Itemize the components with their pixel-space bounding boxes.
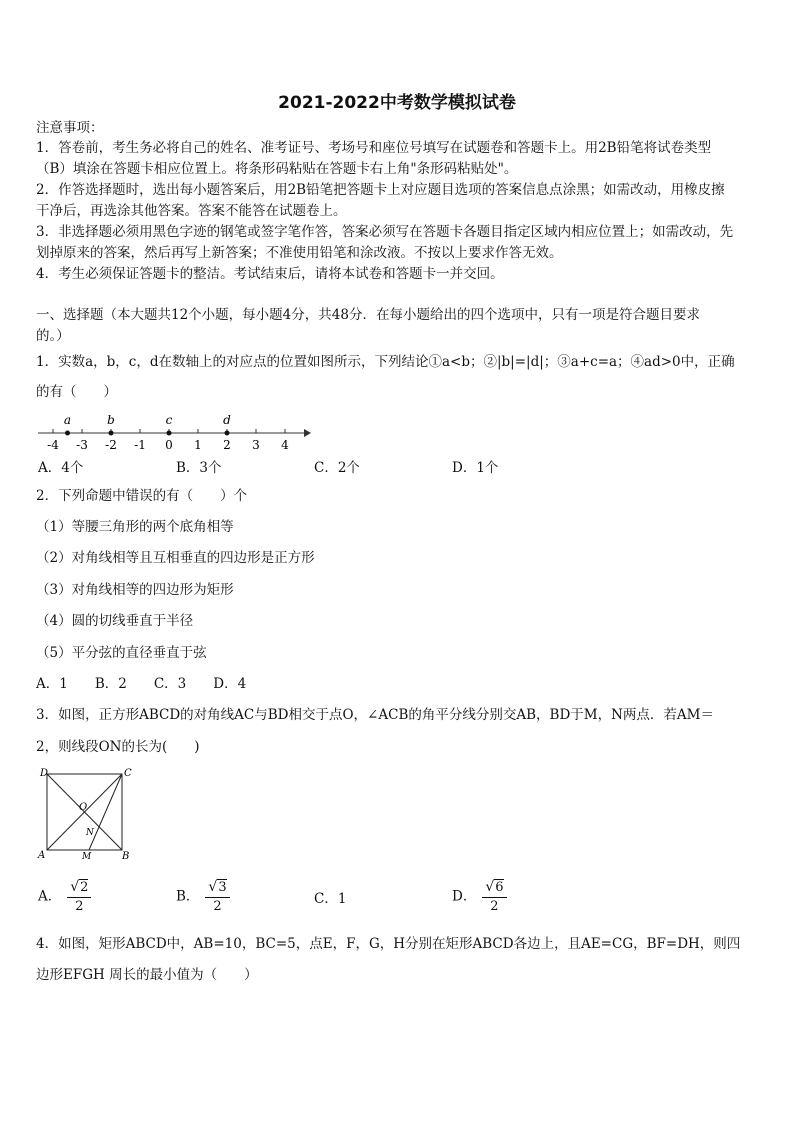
number-line-tick-label: 3 xyxy=(252,438,260,451)
number-line-tick-label: 0 xyxy=(165,438,173,451)
q2-prop-4: （4）圆的切线垂直于半径 xyxy=(36,613,194,629)
q3-option-b-radicand: 3 xyxy=(218,880,227,895)
number-line-point-label: d xyxy=(223,413,231,427)
notice-item-2-cont: 干净后，再选涂其他答案。答案不能答在试题卷上。 xyxy=(36,203,347,219)
number-line-point-a xyxy=(65,431,70,436)
label-d: D xyxy=(40,768,49,779)
number-line-point-d xyxy=(225,431,230,436)
exam-title: 2021-2022中考数学模拟试卷 xyxy=(278,93,516,113)
q2-prop-3: （3）对角线相等的四边形为矩形 xyxy=(36,582,234,598)
section-heading: 一、选择题（本大题共12个小题，每小题4分，共48分．在每小题给出的四个选项中，只有一项是符合题目要求 xyxy=(36,307,700,323)
notice-item-1: 1．答卷前，考生务必将自己的姓名、准考证号、考场号和座位号填写在试题卷和答题卡上。用2B铅笔将试卷类型 xyxy=(36,140,712,156)
number-line-figure xyxy=(36,405,311,451)
label-b: B xyxy=(122,851,130,862)
number-line-tick-label: -2 xyxy=(105,438,117,451)
number-line-point-label: a xyxy=(63,413,72,427)
q1-option-a: A．4个 xyxy=(38,460,84,476)
number-line-tick-label: 2 xyxy=(223,438,231,451)
q3-option-b-prefix: B． xyxy=(176,888,200,905)
notice-item-3: 3．非选择题必须用黑色字迹的钢笔或签字笔作答，答案必须写在答题卡各题目指定区域内相应位置上；如需改动，先 xyxy=(36,224,734,240)
number-line-point-c xyxy=(167,431,172,436)
q3-option-c-prefix: C． xyxy=(314,891,338,907)
q1-option-b: B．3个 xyxy=(176,460,222,476)
q3-option-d-prefix: D． xyxy=(452,888,477,905)
q3-option-d-radicand: 6 xyxy=(495,880,504,895)
q3-stem: 3．如图，正方形ABCD的对角线AC与BD相交于点O，∠ACB的角平分线分别交AB，BD于M，N两点．若AM＝ xyxy=(36,707,714,723)
q4-stem-cont: 边形EFGH 周长的最小值为（ ） xyxy=(36,967,258,983)
q1-option-d: D．1个 xyxy=(452,460,499,476)
q3-option-a-prefix: A． xyxy=(38,888,62,905)
q3-option-b-fraction: $\frac{√3}{2}$ xyxy=(205,878,229,916)
q3-option-a-fraction: $\frac{√2}{2}$ xyxy=(67,878,91,916)
q3-option-c-value: 1 xyxy=(337,891,347,907)
number-line-arrow-icon xyxy=(304,429,311,437)
label-c: C xyxy=(124,768,132,779)
q3-option-b xyxy=(176,878,230,916)
square-figure xyxy=(36,764,136,864)
number-line-point-label: b xyxy=(107,413,115,427)
q3-option-d-den: 2 xyxy=(490,899,499,914)
label-o: O xyxy=(79,802,88,813)
number-line-tick-label: 1 xyxy=(194,438,202,451)
q3-option-a-den: 2 xyxy=(75,899,84,914)
q1-stem: 1．实数a，b，c，d在数轴上的对应点的位置如图所示，下列结论①a<b；②|b|=|d|；③a+c=a；④ad>0中，正确 xyxy=(36,354,735,370)
notice-heading: 注意事项： xyxy=(36,120,104,136)
q1-option-c: C．2个 xyxy=(314,460,360,476)
q2-prop-1: （1）等腰三角形的两个底角相等 xyxy=(36,519,234,535)
bisector-cm xyxy=(89,774,122,850)
q2-stem: 2．下列命题中错误的有（ ）个 xyxy=(36,488,248,504)
q3-option-a xyxy=(38,878,91,916)
number-line-tick-label: -4 xyxy=(47,438,59,451)
number-line-point-b xyxy=(109,431,114,436)
notice-item-3-cont: 划掉原来的答案，然后再写上新答案；不准使用铅笔和涂改液。不按以上要求作答无效。 xyxy=(36,245,563,261)
notice-item-4: 4．考生必须保证答题卡的整洁。考试结束后，请将本试卷和答题卡一并交回。 xyxy=(36,266,504,282)
q3-option-d-fraction: $\frac{√6}{2}$ xyxy=(482,878,506,916)
notice-item-1-cont: （B）填涂在答题卡相应位置上。将条形码粘贴在答题卡右上角"条形码粘贴处"。 xyxy=(36,161,518,177)
number-line-tick-label: -3 xyxy=(76,438,88,451)
q1-stem-cont: 的有（ ） xyxy=(36,384,117,400)
q3-option-a-radicand: 2 xyxy=(80,880,89,895)
q2-prop-5: （5）平分弦的直径垂直于弦 xyxy=(36,645,207,661)
number-line-tick-label: -1 xyxy=(134,438,146,451)
q3-option-c xyxy=(314,887,346,907)
number-line-point-label: c xyxy=(165,413,173,427)
q4-stem: 4．如图，矩形ABCD中，AB=10，BC=5，点E，F，G，H分别在矩形ABCD各边上，且AE=CG，BF=DH，则四 xyxy=(36,936,741,952)
label-n: N xyxy=(86,828,94,838)
q2-prop-2: （2）对角线相等且互相垂直的四边形是正方形 xyxy=(36,550,315,566)
q3-option-b-den: 2 xyxy=(213,899,222,914)
number-line-tick-label: 4 xyxy=(281,438,289,451)
label-a: A xyxy=(38,850,46,861)
q3-option-d xyxy=(452,878,507,916)
section-heading-cont: 的。） xyxy=(36,328,70,344)
q2-options: A．1 B．2 C．3 D．4 xyxy=(36,676,247,692)
notice-item-2: 2．作答选择题时，选出每小题答案后，用2B铅笔把答题卡上对应题目选项的答案信息点涂黑；如需改动，用橡皮擦 xyxy=(36,182,725,198)
q3-stem-cont: 2，则线段ON的长为( ) xyxy=(36,739,200,755)
label-m: M xyxy=(82,852,92,862)
